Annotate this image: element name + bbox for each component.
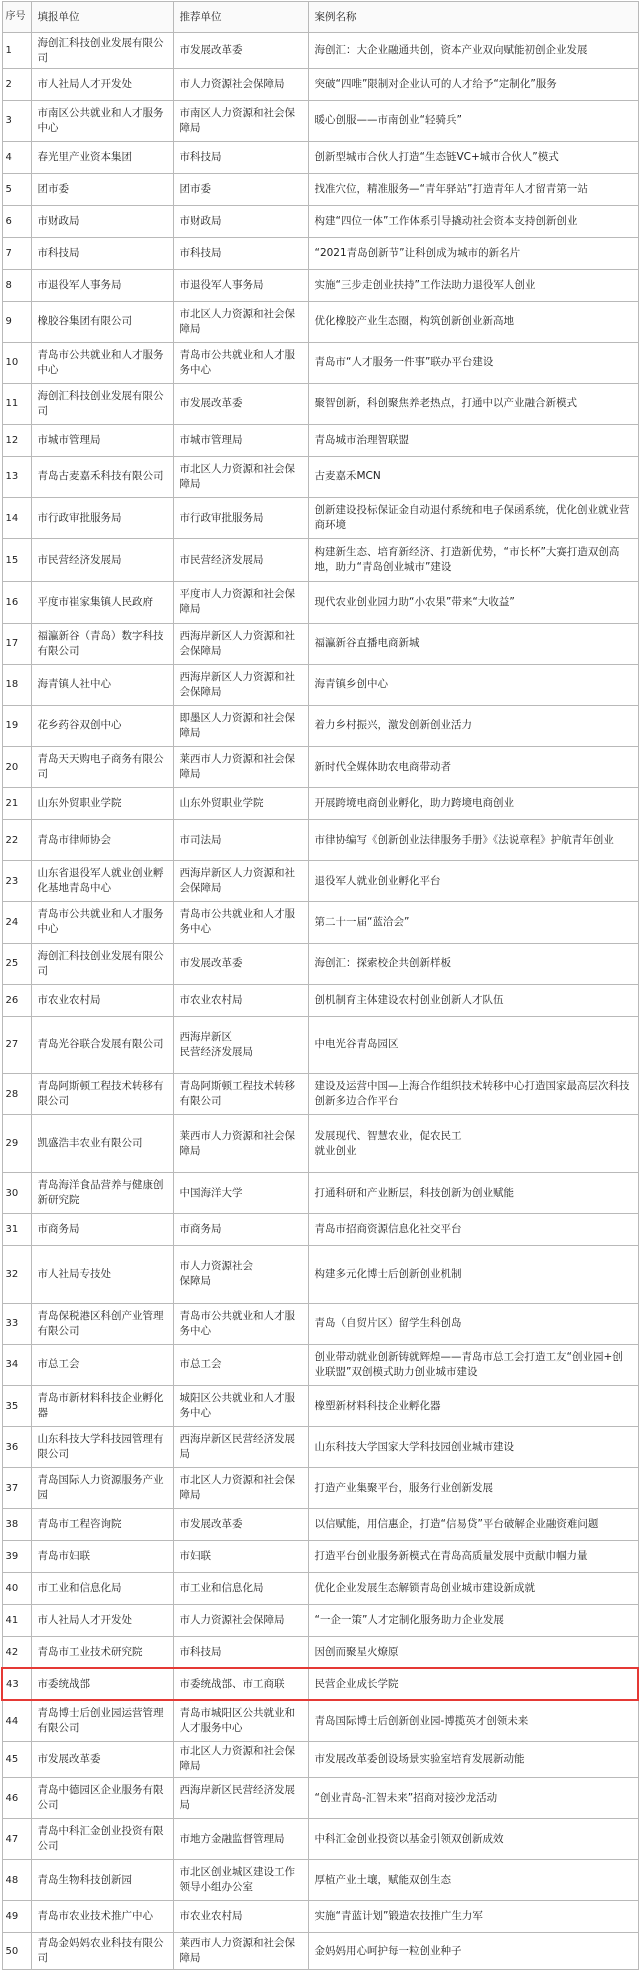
cell-unit: 市人社局专技处 <box>31 1246 173 1304</box>
cell-recommender: 市人力资源社会 保障局 <box>173 1246 308 1304</box>
cell-case: “一企一策”人才定制化服务助力企业发展 <box>308 1605 638 1637</box>
table-row <box>2 1427 638 1468</box>
cell-recommender: 西海岸新区 民营经济发展局 <box>173 1016 308 1074</box>
cell-case: 海青镇乡创中心 <box>308 664 638 705</box>
cell-no: 27 <box>2 1016 31 1074</box>
table-row <box>2 1214 638 1246</box>
case-table <box>1 1 639 1970</box>
cell-case: 构建多元化博士后创新创业机制 <box>308 1246 638 1304</box>
cell-unit: 春光里产业资本集团 <box>31 142 173 174</box>
cell-case: 实施“三步走创业扶持”工作法助力退役军人创业 <box>308 269 638 301</box>
cell-no: 13 <box>2 456 31 497</box>
cell-recommender: 市发展改革委 <box>173 33 308 69</box>
cell-no: 50 <box>2 1933 31 1970</box>
cell-recommender: 市发展改革委 <box>173 943 308 984</box>
cell-case: 创机制育主体建设农村创业创新人才队伍 <box>308 984 638 1016</box>
table-row <box>2 539 638 582</box>
table-row <box>2 1637 638 1669</box>
document-page <box>1 1 637 1970</box>
cell-unit: 青岛市新材料科技企业孵化器 <box>31 1385 173 1426</box>
cell-recommender: 市北区人力资源和社会保障局 <box>173 1468 308 1509</box>
table-body <box>2 33 638 1970</box>
cell-case: 以信赋能，用信惠企，打造“信易贷”平台破解企业融资难问题 <box>308 1509 638 1541</box>
cell-recommender: 市城市管理局 <box>173 424 308 456</box>
cell-case: 实施“青蓝计划”锻造农技推广生力军 <box>308 1901 638 1933</box>
cell-recommender: 即墨区人力资源和社会保障局 <box>173 705 308 746</box>
cell-case: 青岛城市治理智联盟 <box>308 424 638 456</box>
cell-unit: 花乡药谷双创中心 <box>31 705 173 746</box>
table-row <box>2 582 638 623</box>
table-row <box>2 33 638 69</box>
cell-case: 创新建设投标保证金自动退付系统和电子保函系统，优化创业就业营商环境 <box>308 498 638 539</box>
cell-unit: 市工业和信息化局 <box>31 1573 173 1605</box>
cell-unit: 青岛中德园区企业服务有限公司 <box>31 1777 173 1818</box>
cell-no: 18 <box>2 664 31 705</box>
cell-recommender: 市发展改革委 <box>173 1509 308 1541</box>
cell-unit: 青岛国际人力资源服务产业园 <box>31 1468 173 1509</box>
header-case: 案例名称 <box>308 2 638 33</box>
cell-recommender: 市北区创业城区建设工作领导小组办公室 <box>173 1860 308 1901</box>
cell-unit: 青岛中科汇金创业投资有限公司 <box>31 1819 173 1860</box>
cell-unit: 青岛生物科技创新园 <box>31 1860 173 1901</box>
table-row <box>2 861 638 902</box>
cell-unit: 青岛金妈妈农业科技有限公司 <box>31 1933 173 1970</box>
cell-unit: 山东外贸职业学院 <box>31 788 173 820</box>
cell-recommender: 中国海洋大学 <box>173 1173 308 1214</box>
cell-case: 中科汇金创业投资以基金引领双创新成效 <box>308 1819 638 1860</box>
cell-no: 12 <box>2 424 31 456</box>
table-row <box>2 1901 638 1933</box>
cell-no: 48 <box>2 1860 31 1901</box>
cell-no: 36 <box>2 1427 31 1468</box>
cell-case: 厚植产业土壤，赋能双创生态 <box>308 1860 638 1901</box>
cell-no: 9 <box>2 301 31 342</box>
cell-case: 聚智创新，科创聚焦养老热点，打通中以产业融合新模式 <box>308 383 638 424</box>
table-row <box>2 1777 638 1818</box>
cell-no: 7 <box>2 237 31 269</box>
cell-case: 发展现代、智慧农业，促农民工 就业创业 <box>308 1115 638 1173</box>
table-row <box>2 1573 638 1605</box>
cell-recommender: 市总工会 <box>173 1344 308 1385</box>
cell-no: 8 <box>2 269 31 301</box>
cell-case: 海创汇：探索校企共创新样板 <box>308 943 638 984</box>
cell-recommender: 市地方金融监督管理局 <box>173 1819 308 1860</box>
cell-case: 海创汇：大企业融通共创，资本产业双向赋能初创企业发展 <box>308 33 638 69</box>
table-row <box>2 1016 638 1074</box>
table-row <box>2 69 638 101</box>
cell-no: 40 <box>2 1573 31 1605</box>
table-row <box>2 1605 638 1637</box>
cell-recommender: 团市委 <box>173 173 308 205</box>
cell-no: 35 <box>2 1385 31 1426</box>
cell-case: 新时代全媒体助农电商带动者 <box>308 747 638 788</box>
cell-no: 45 <box>2 1741 31 1777</box>
cell-unit: 凯盛浩丰农业有限公司 <box>31 1115 173 1173</box>
cell-recommender: 市人力资源社会保障局 <box>173 1605 308 1637</box>
cell-no: 46 <box>2 1777 31 1818</box>
cell-case: 橡塑新材料科技企业孵化器 <box>308 1385 638 1426</box>
table-row <box>2 1344 638 1385</box>
cell-case: 找准穴位，精准服务—“青年驿站”打造青年人才留青第一站 <box>308 173 638 205</box>
cell-recommender: 市科技局 <box>173 142 308 174</box>
cell-unit: 青岛阿斯顿工程技术转移有限公司 <box>31 1074 173 1115</box>
cell-recommender: 市退役军人事务局 <box>173 269 308 301</box>
header-recommender: 推荐单位 <box>173 2 308 33</box>
cell-unit: 青岛博士后创业园运营管理有限公司 <box>31 1700 173 1741</box>
cell-recommender: 莱西市人力资源和社会保障局 <box>173 1933 308 1970</box>
cell-no: 1 <box>2 33 31 69</box>
cell-recommender: 市财政局 <box>173 205 308 237</box>
cell-recommender: 城阳区公共就业和人才服务中心 <box>173 1385 308 1426</box>
cell-unit: 市商务局 <box>31 1214 173 1246</box>
cell-no: 29 <box>2 1115 31 1173</box>
table-row <box>2 820 638 861</box>
cell-no: 5 <box>2 173 31 205</box>
cell-recommender: 市科技局 <box>173 1637 308 1669</box>
cell-case: 民营企业成长学院 <box>308 1668 638 1700</box>
cell-case: 中电光谷青岛园区 <box>308 1016 638 1074</box>
cell-recommender: 市农业农村局 <box>173 1901 308 1933</box>
table-row <box>2 1115 638 1173</box>
cell-unit: 青岛海洋食品营养与健康创新研究院 <box>31 1173 173 1214</box>
header-no: 序号 <box>2 2 31 33</box>
table-row <box>2 498 638 539</box>
table-row <box>2 1173 638 1214</box>
cell-case: 市律协编写《创新创业法律服务手册》《法说章程》护航青年创业 <box>308 820 638 861</box>
cell-recommender: 市行政审批服务局 <box>173 498 308 539</box>
cell-case: 突破“四唯”限制对企业认可的人才给予“定制化”服务 <box>308 69 638 101</box>
cell-unit: 福瀛新谷（青岛）数字科技有限公司 <box>31 623 173 664</box>
cell-recommender: 市北区人力资源和社会保障局 <box>173 1741 308 1777</box>
cell-case: “创业青岛-汇智未来”招商对接沙龙活动 <box>308 1777 638 1818</box>
cell-no: 49 <box>2 1901 31 1933</box>
cell-case: “2021青岛创新节”让科创成为城市的新名片 <box>308 237 638 269</box>
cell-unit: 山东省退役军人就业创业孵化基地青岛中心 <box>31 861 173 902</box>
table-row <box>2 705 638 746</box>
cell-no: 28 <box>2 1074 31 1115</box>
cell-no: 33 <box>2 1303 31 1344</box>
cell-case: 优化企业发展生态解锁青岛创业城市建设新成就 <box>308 1573 638 1605</box>
cell-no: 39 <box>2 1541 31 1573</box>
cell-case: 创新型城市合伙人打造“生态链VC+城市合伙人”模式 <box>308 142 638 174</box>
table-row <box>2 237 638 269</box>
cell-recommender: 市北区人力资源和社会保障局 <box>173 301 308 342</box>
cell-no: 19 <box>2 705 31 746</box>
table-row <box>2 1303 638 1344</box>
cell-recommender: 莱西市人力资源和社会保障局 <box>173 1115 308 1173</box>
table-row <box>2 205 638 237</box>
cell-recommender: 青岛市公共就业和人才服务中心 <box>173 342 308 383</box>
cell-case: 现代农业创业园力助“小农果”带来“大收益” <box>308 582 638 623</box>
table-row <box>2 788 638 820</box>
cell-case: 青岛国际博士后创新创业园-博揽英才创领未来 <box>308 1700 638 1741</box>
cell-no: 2 <box>2 69 31 101</box>
cell-unit: 市农业农村局 <box>31 984 173 1016</box>
table-row <box>2 1074 638 1115</box>
cell-unit: 海青镇人社中心 <box>31 664 173 705</box>
cell-recommender: 西海岸新区人力资源和社会保障局 <box>173 623 308 664</box>
table-row <box>2 1509 638 1541</box>
cell-unit: 青岛保税港区科创产业管理有限公司 <box>31 1303 173 1344</box>
table-row <box>2 1468 638 1509</box>
cell-recommender: 山东外贸职业学院 <box>173 788 308 820</box>
cell-unit: 市南区公共就业和人才服务中心 <box>31 100 173 141</box>
cell-case: 着力乡村振兴，激发创新创业活力 <box>308 705 638 746</box>
cell-unit: 青岛市公共就业和人才服务中心 <box>31 902 173 943</box>
cell-case: 退役军人就业创业孵化平台 <box>308 861 638 902</box>
cell-no: 14 <box>2 498 31 539</box>
table-header-row <box>2 2 638 33</box>
table-row <box>2 301 638 342</box>
table-row <box>2 984 638 1016</box>
cell-no: 37 <box>2 1468 31 1509</box>
table-row <box>2 100 638 141</box>
cell-recommender: 青岛阿斯顿工程技术转移有限公司 <box>173 1074 308 1115</box>
table-row <box>2 1385 638 1426</box>
cell-no: 11 <box>2 383 31 424</box>
table-row <box>2 1933 638 1970</box>
cell-recommender: 市人力资源社会保障局 <box>173 69 308 101</box>
cell-unit: 市人社局人才开发处 <box>31 1605 173 1637</box>
table-row <box>2 1819 638 1860</box>
cell-recommender: 市民营经济发展局 <box>173 539 308 582</box>
cell-recommender: 市农业农村局 <box>173 984 308 1016</box>
cell-unit: 青岛市工程咨询院 <box>31 1509 173 1541</box>
cell-case: 构建“四位一体”工作体系引导撬动社会资本支持创新创业 <box>308 205 638 237</box>
cell-unit: 市城市管理局 <box>31 424 173 456</box>
table-row <box>2 747 638 788</box>
cell-unit: 市退役军人事务局 <box>31 269 173 301</box>
table-row <box>2 1541 638 1573</box>
cell-no: 15 <box>2 539 31 582</box>
cell-unit: 青岛光谷联合发展有限公司 <box>31 1016 173 1074</box>
table-row <box>2 456 638 497</box>
table-row <box>2 1741 638 1777</box>
cell-recommender: 市北区人力资源和社会保障局 <box>173 456 308 497</box>
cell-no: 17 <box>2 623 31 664</box>
cell-unit: 平度市崔家集镇人民政府 <box>31 582 173 623</box>
cell-case: 构建新生态、培育新经济、打造新优势，“市长杯”大赛打造双创高地，助力“青岛创业城市”建设 <box>308 539 638 582</box>
table-row <box>2 342 638 383</box>
cell-recommender: 西海岸新区人力资源和社会保障局 <box>173 664 308 705</box>
cell-case: 打通科研和产业断层，科技创新为创业赋能 <box>308 1173 638 1214</box>
cell-case: 开展跨境电商创业孵化，助力跨境电商创业 <box>308 788 638 820</box>
cell-recommender: 西海岸新区民营经济发展局 <box>173 1427 308 1468</box>
cell-no: 44 <box>2 1700 31 1741</box>
cell-unit: 山东科技大学科技园管理有限公司 <box>31 1427 173 1468</box>
cell-unit: 团市委 <box>31 173 173 205</box>
cell-recommender: 市工业和信息化局 <box>173 1573 308 1605</box>
cell-recommender: 市委统战部、市工商联 <box>173 1668 308 1700</box>
cell-no: 23 <box>2 861 31 902</box>
table-row <box>2 943 638 984</box>
cell-unit: 海创汇科技创业发展有限公司 <box>31 383 173 424</box>
cell-no: 30 <box>2 1173 31 1214</box>
cell-no: 3 <box>2 100 31 141</box>
cell-no: 26 <box>2 984 31 1016</box>
cell-no: 47 <box>2 1819 31 1860</box>
cell-recommender: 市南区人力资源和社会保障局 <box>173 100 308 141</box>
table-row <box>2 623 638 664</box>
table-row <box>2 142 638 174</box>
cell-unit: 青岛天天购电子商务有限公司 <box>31 747 173 788</box>
cell-case: 福瀛新谷直播电商新城 <box>308 623 638 664</box>
cell-recommender: 青岛市城阳区公共就业和人才服务中心 <box>173 1700 308 1741</box>
cell-no: 24 <box>2 902 31 943</box>
cell-unit: 青岛古麦嘉禾科技有限公司 <box>31 456 173 497</box>
table-row <box>2 269 638 301</box>
cell-no: 41 <box>2 1605 31 1637</box>
cell-case: 金妈妈用心呵护每一粒创业种子 <box>308 1933 638 1970</box>
cell-unit: 青岛市律师协会 <box>31 820 173 861</box>
cell-recommender: 西海岸新区民营经济发展局 <box>173 1777 308 1818</box>
cell-no: 21 <box>2 788 31 820</box>
table-row <box>2 902 638 943</box>
cell-no: 22 <box>2 820 31 861</box>
table-row <box>2 173 638 205</box>
cell-no: 43 <box>2 1668 31 1700</box>
cell-unit: 青岛市公共就业和人才服务中心 <box>31 342 173 383</box>
cell-case: 古麦嘉禾MCN <box>308 456 638 497</box>
cell-case: 创业带动就业创新铸就辉煌——青岛市总工会打造工友“创业园+创业联盟”双创模式助力创业城市建设 <box>308 1344 638 1385</box>
cell-case: 市发展改革委创设场景实验室培育发展新动能 <box>308 1741 638 1777</box>
cell-case: 打造平台创业服务新模式在青岛高质量发展中贡献巾帼力量 <box>308 1541 638 1573</box>
table-row <box>2 1246 638 1304</box>
cell-recommender: 莱西市人力资源和社会保障局 <box>173 747 308 788</box>
cell-case: 暖心创服——市南创业“轻骑兵” <box>308 100 638 141</box>
cell-unit: 橡胶谷集团有限公司 <box>31 301 173 342</box>
table-row <box>2 383 638 424</box>
header-unit: 填报单位 <box>31 2 173 33</box>
cell-recommender: 市科技局 <box>173 237 308 269</box>
cell-case: 建设及运营中国—上海合作组织技术转移中心打造国家最高层次科技创新多边合作平台 <box>308 1074 638 1115</box>
cell-recommender: 青岛市公共就业和人才服务中心 <box>173 902 308 943</box>
cell-no: 38 <box>2 1509 31 1541</box>
table-row <box>2 424 638 456</box>
cell-recommender: 青岛市公共就业和人才服务中心 <box>173 1303 308 1344</box>
cell-recommender: 市商务局 <box>173 1214 308 1246</box>
cell-case: 青岛市“人才服务一件事”联办平台建设 <box>308 342 638 383</box>
cell-recommender: 市司法局 <box>173 820 308 861</box>
cell-case: 打造产业集聚平台，服务行业创新发展 <box>308 1468 638 1509</box>
cell-case: 青岛市招商资源信息化社交平台 <box>308 1214 638 1246</box>
cell-unit: 市民营经济发展局 <box>31 539 173 582</box>
cell-unit: 青岛市工业技术研究院 <box>31 1637 173 1669</box>
cell-recommender: 平度市人力资源和社会保障局 <box>173 582 308 623</box>
cell-case: 因创而聚星火燎原 <box>308 1637 638 1669</box>
cell-case: 青岛（自贸片区）留学生科创岛 <box>308 1303 638 1344</box>
cell-case: 第二十一届“蓝洽会” <box>308 902 638 943</box>
cell-unit: 市发展改革委 <box>31 1741 173 1777</box>
cell-recommender: 市妇联 <box>173 1541 308 1573</box>
cell-unit: 市财政局 <box>31 205 173 237</box>
cell-recommender: 西海岸新区人力资源和社会保障局 <box>173 861 308 902</box>
cell-no: 10 <box>2 342 31 383</box>
table-row <box>2 664 638 705</box>
cell-no: 25 <box>2 943 31 984</box>
table-row <box>2 1860 638 1901</box>
cell-unit: 海创汇科技创业发展有限公司 <box>31 33 173 69</box>
cell-no: 42 <box>2 1637 31 1669</box>
cell-recommender: 市发展改革委 <box>173 383 308 424</box>
table-row <box>2 1668 638 1700</box>
cell-no: 31 <box>2 1214 31 1246</box>
cell-no: 20 <box>2 747 31 788</box>
cell-no: 4 <box>2 142 31 174</box>
cell-case: 山东科技大学国家大学科技园创业城市建设 <box>308 1427 638 1468</box>
cell-no: 34 <box>2 1344 31 1385</box>
cell-unit: 市行政审批服务局 <box>31 498 173 539</box>
cell-no: 16 <box>2 582 31 623</box>
table-row <box>2 1700 638 1741</box>
cell-no: 6 <box>2 205 31 237</box>
cell-unit: 海创汇科技创业发展有限公司 <box>31 943 173 984</box>
cell-unit: 市人社局人才开发处 <box>31 69 173 101</box>
cell-unit: 青岛市农业技术推广中心 <box>31 1901 173 1933</box>
cell-unit: 市委统战部 <box>31 1668 173 1700</box>
cell-unit: 市科技局 <box>31 237 173 269</box>
cell-no: 32 <box>2 1246 31 1304</box>
cell-case: 优化橡胶产业生态圈，构筑创新创业新高地 <box>308 301 638 342</box>
cell-unit: 市总工会 <box>31 1344 173 1385</box>
cell-unit: 青岛市妇联 <box>31 1541 173 1573</box>
